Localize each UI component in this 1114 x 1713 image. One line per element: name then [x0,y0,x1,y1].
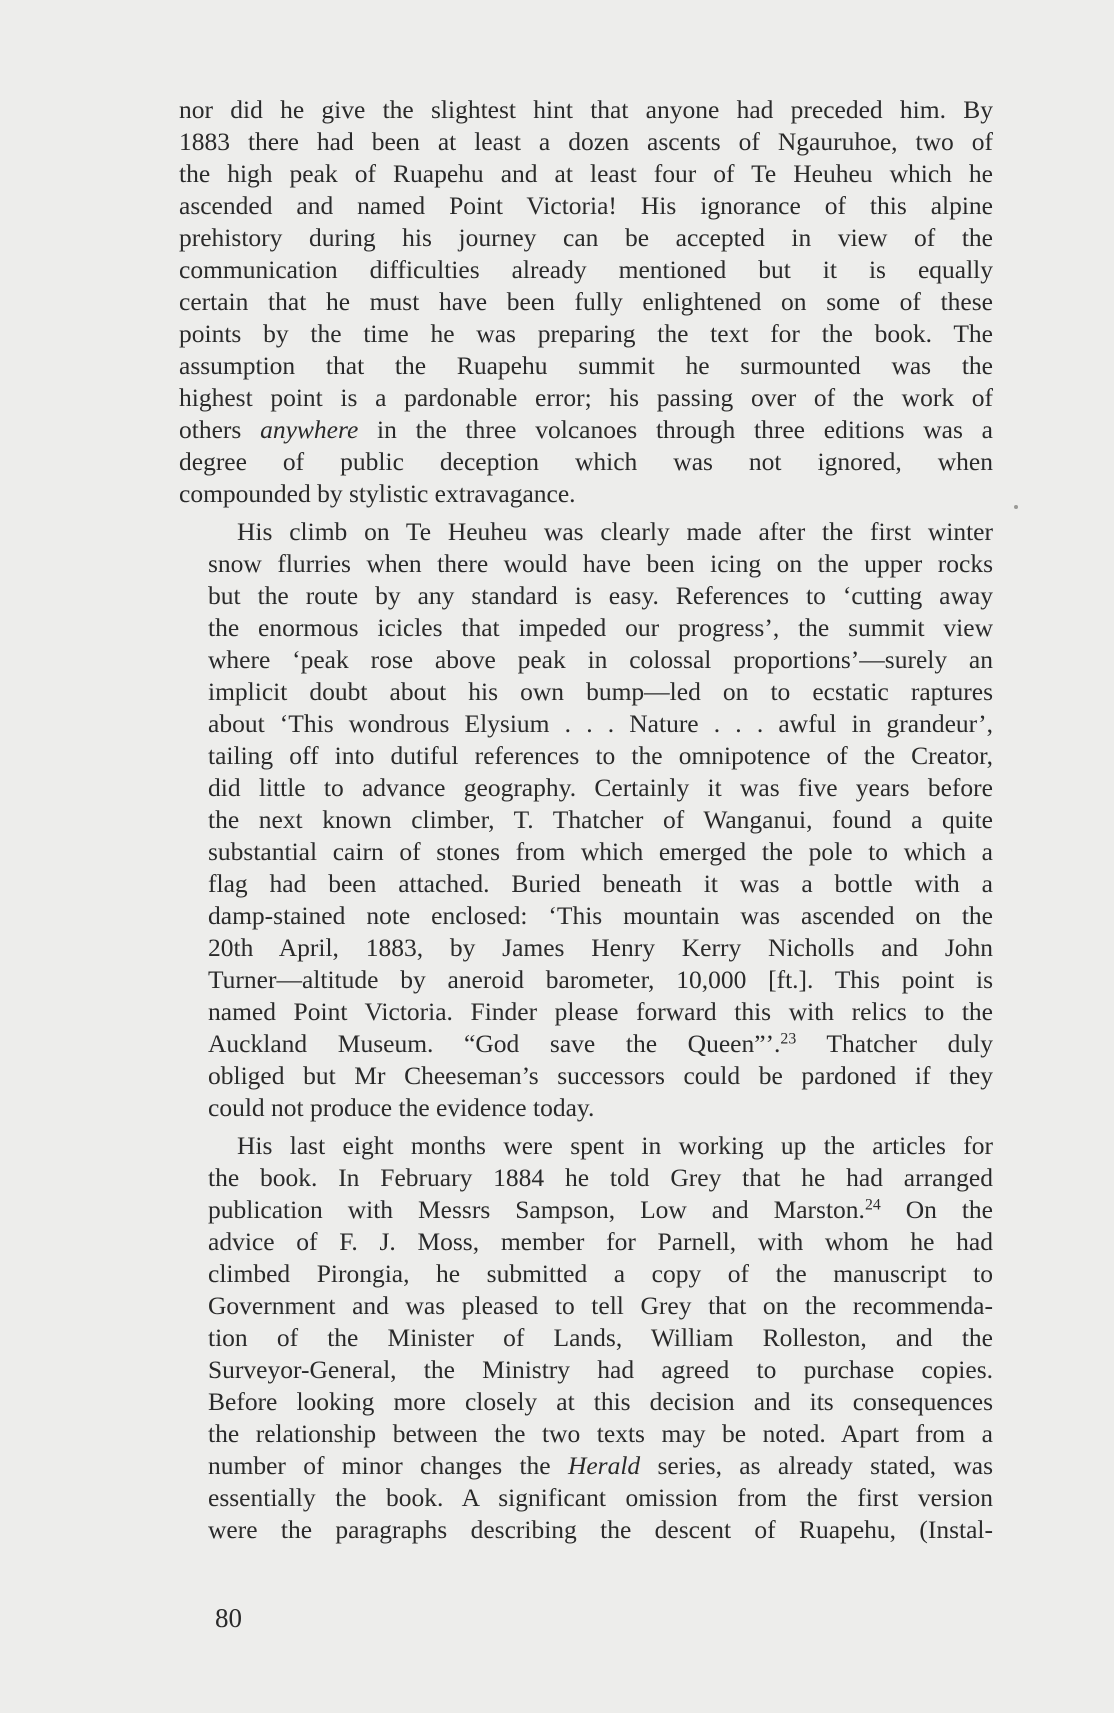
text-run: series, as already stated, was [640,1451,994,1480]
text-line [179,740,993,772]
text-line [179,1290,993,1322]
text-run: climbed Pirongia, he submitted a copy of the manuscript to [208,1259,993,1288]
paper-speck [1014,505,1018,509]
text-run: tion of the Minister of Lands, William Rolleston, and the [208,1323,993,1352]
text-line [179,286,993,318]
text-line [179,1226,993,1258]
text-run: ascended and named Point Victoria! His ignorance of this alpine [179,191,993,220]
text-run: assumption that the Ruapehu summit he surmounted was the [179,351,993,380]
text-line [179,772,993,804]
text-run: were the paragraphs describing the descent of Ruapehu, (Instal- [208,1515,993,1544]
text-run: advice of F. J. Moss, member for Parnell, with whom he had [208,1227,993,1256]
text-line [179,1418,993,1450]
text-run: Surveyor-General, the Ministry had agreed to purchase copies. [208,1355,993,1384]
text-line [179,836,993,868]
text-line [179,1060,993,1092]
text-line [179,318,993,350]
text-line [179,612,993,644]
text-line [179,1386,993,1418]
text-line [179,804,993,836]
text-run: implicit doubt about his own bump—led on to ecstatic raptures [208,677,993,706]
text-run: the book. In February 1884 he told Grey that he had arranged [208,1163,993,1192]
text-run: publication with Messrs Sampson, Low and Marston. [208,1195,865,1224]
text-line [179,414,993,446]
paragraph-3 [179,1130,993,1546]
text-run: degree of public deception which was not ignored, when [179,447,993,476]
text-line [179,94,993,126]
text-line [179,190,993,222]
text-line [179,1092,993,1124]
text-run: obliged but Mr Cheeseman’s successors could be pardoned if they [208,1061,993,1090]
text-run: His last eight months were spent in working up the articles for [237,1131,993,1160]
text-line [179,254,993,286]
paragraph-1 [179,94,993,510]
text-line [179,932,993,964]
text-run: prehistory during his journey can be accepted in view of the [179,223,993,252]
text-run: highest point is a pardonable error; his passing over of the work of [179,383,993,412]
text-run: points by the time he was preparing the text for the book. The [179,319,993,348]
text-run: communication difficulties already mentioned but it is equally [179,255,993,284]
paragraph-2 [179,516,993,1124]
italic-text: Herald [567,1451,641,1480]
footnote-ref: 23 [780,1030,797,1048]
text-line [179,676,993,708]
text-run: could not produce the evidence today. [208,1093,595,1122]
text-run: snow flurries when there would have been icing on the upper rocks [208,549,993,578]
text-line [179,350,993,382]
footnote-ref: 24 [864,1196,881,1214]
text-run: essentially the book. A significant omission from the first version [208,1483,993,1512]
text-run: 1883 there had been at least a dozen ascents of Ngauruhoe, two of [179,127,993,156]
text-line [179,644,993,676]
text-line [179,222,993,254]
text-run: about ‘This wondrous Elysium . . . Nature . . . awful in grandeur’, [208,709,993,738]
text-run: the relationship between the two texts may be noted. Apart from a [208,1419,993,1448]
text-line [179,1194,993,1226]
text-run: in the three volcanoes through three editions was a [358,415,993,444]
text-line [179,868,993,900]
text-line [179,708,993,740]
text-line [179,548,993,580]
text-run: number of minor changes the [208,1451,568,1480]
text-line [179,1162,993,1194]
text-run: the next known climber, T. Thatcher of Wanganui, found a quite [208,805,993,834]
text-run: certain that he must have been fully enlightened on some of these [179,287,993,316]
text-run: His climb on Te Heuheu was clearly made after the first winter [237,517,993,546]
text-run: where ‘peak rose above peak in colossal proportions’—surely an [208,645,993,674]
text-run: Thatcher duly [796,1029,993,1058]
text-line [179,900,993,932]
text-line [179,478,993,510]
text-run: 20th April, 1883, by James Henry Kerry Nicholls and John [208,933,993,962]
text-line [179,1354,993,1386]
text-run: Government and was pleased to tell Grey that on the recommenda- [208,1291,993,1320]
text-line [179,964,993,996]
text-line [179,1482,993,1514]
text-run: named Point Victoria. Finder please forward this with relics to the [208,997,993,1026]
text-line [179,1514,993,1546]
italic-text: anywhere [260,415,359,444]
text-line [179,1322,993,1354]
text-line [179,1258,993,1290]
text-run: On the [880,1195,993,1224]
text-run: Auckland Museum. “God save the Queen”’. [208,1029,781,1058]
text-run: tailing off into dutiful references to the omnipotence of the Creator, [208,741,993,770]
text-line [179,446,993,478]
page-number: 80 [215,1603,242,1633]
text-line [179,1130,993,1162]
text-run: nor did he give the slightest hint that anyone had preceded him. By [179,95,993,124]
text-line [179,996,993,1028]
text-line [179,580,993,612]
text-run: substantial cairn of stones from which emerged the pole to which a [208,837,993,866]
text-run: did little to advance geography. Certainly it was five years before [208,773,993,802]
text-line [179,126,993,158]
text-run: but the route by any standard is easy. References to ‘cutting away [208,581,993,610]
text-run: flag had been attached. Buried beneath it was a bottle with a [208,869,993,898]
text-line [179,382,993,414]
text-line [179,1450,993,1482]
text-run: the high peak of Ruapehu and at least four of Te Heuheu which he [179,159,993,188]
body-text [179,94,993,1546]
text-run: others [179,415,261,444]
text-run: compounded by stylistic extravagance. [179,479,576,508]
text-line [179,1028,993,1060]
text-run: the enormous icicles that impeded our progress’, the summit view [208,613,993,642]
text-line [179,158,993,190]
text-run: Turner—altitude by aneroid barometer, 10,000 [ft.]. This point is [208,965,993,994]
text-line [179,516,993,548]
text-run: Before looking more closely at this decision and its consequences [208,1387,993,1416]
text-run: damp-stained note enclosed: ‘This mountain was ascended on the [208,901,993,930]
